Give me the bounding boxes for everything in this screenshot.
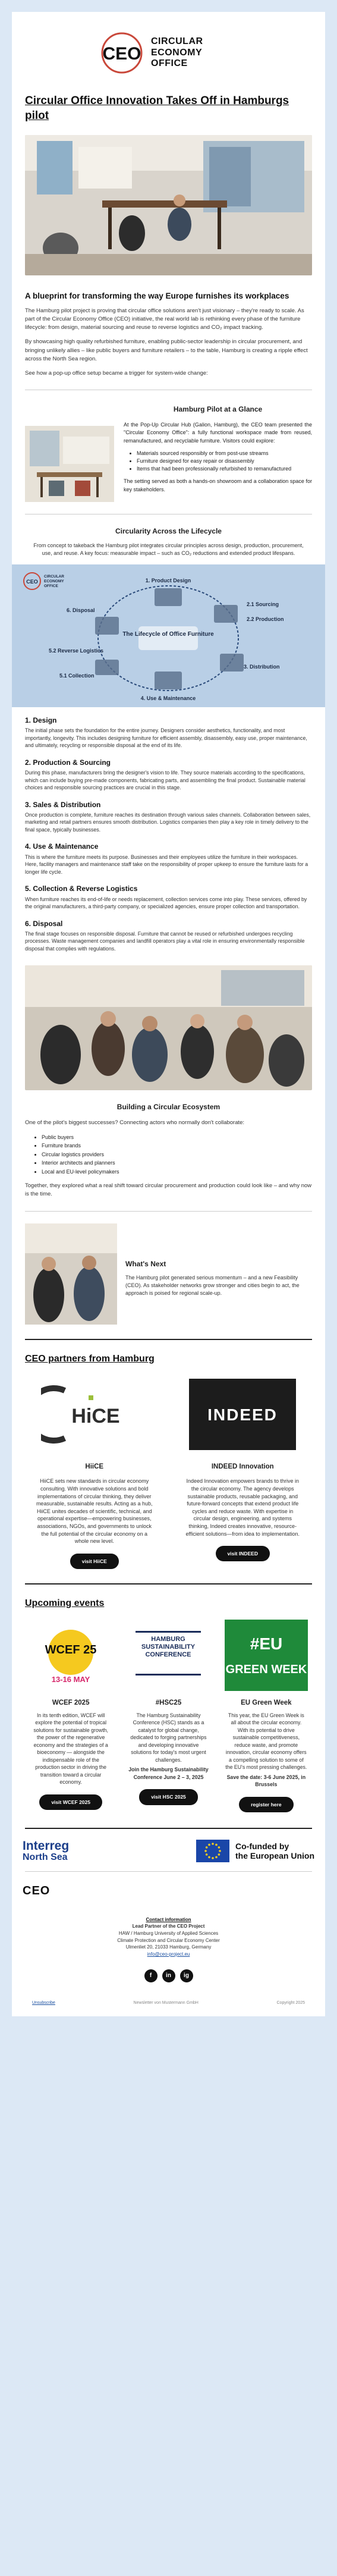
diagram-logo-text: CEO xyxy=(26,578,38,585)
lead-partner-label: Lead Partner of the CEO Project xyxy=(132,1924,205,1929)
partner-logo-text: HiCE xyxy=(71,1404,120,1427)
whats-next-photo xyxy=(25,1223,117,1325)
linkedin-icon[interactable]: in xyxy=(162,1969,175,1982)
ecosystem-intro: One of the pilot's biggest successes? Connecting actors who normally don't collaborate: xyxy=(25,1119,245,1126)
divider xyxy=(25,1339,312,1340)
newsletter xyxy=(12,12,325,2016)
partner-card xyxy=(25,1375,164,1569)
brand-line: ECONOMY xyxy=(151,47,203,58)
eu-line: Co-funded by xyxy=(235,1841,289,1851)
ecosystem-list xyxy=(25,1133,312,1176)
diagram-node: 5.1 Collection xyxy=(59,672,95,679)
brand-line: OFFICE xyxy=(151,58,188,69)
phase-text: Once production is complete, furniture reaches its destination through various sales channels. Collaboration between sales, marketing and retail partners ensures smooth distribution. Logistics companies then play a key role in timely delivery to the final space, typically businesses. xyxy=(25,811,311,833)
whats-next-text: The Hamburg pilot generated serious momentum – and a new Feasibility (CEO). As stakeholder networks grow stronger and cities begin to act, the approach is poised for regional scale-up. xyxy=(125,1274,300,1296)
list-item: • Circular logistics providers xyxy=(42,1150,312,1159)
event-text: This year, the EU Green Week is all about the circular economy. With its potential to drive sustainable competitiveness, reduce waste, and promote innovation, circular economy offers a compelling solution to some of the EU's most pressing challenges. xyxy=(225,1712,307,1771)
event-card xyxy=(221,1620,312,1812)
hero-photo xyxy=(25,135,312,275)
pilot-paragraph: The setting served as both a hands-on showroom and a collaboration space for key stakeholders. xyxy=(124,478,312,492)
diagram-logo-line: CIRCULAR xyxy=(44,574,64,579)
hiice-logo-icon xyxy=(25,1375,164,1454)
brand-header xyxy=(12,12,325,92)
intro-heading: A blueprint for transforming the way Europe furnishes its workplaces xyxy=(25,291,289,301)
pilot-paragraph: At the Pop-Up Circular Hub (Galion, Hamburg), the CEO team presented the "Circular Economy Office": a fully functional workspace made from reused, remanufactured, and recyclable furniture. Visitors could explore: xyxy=(124,421,312,444)
phase-title: 3. Sales & Distribution xyxy=(25,800,101,809)
visit-wcef-button[interactable]: visit WCEF 2025 xyxy=(39,1794,102,1810)
list-item: • Furniture brands xyxy=(42,1141,312,1150)
eu-line: the European Union xyxy=(235,1851,314,1861)
pilot-heading: Hamburg Pilot at a Glance xyxy=(173,405,263,414)
list-item: • Materials sourced responsibly or from post-use streams xyxy=(137,450,312,457)
event-date: Save the date: 3-6 June 2025, in Brussels xyxy=(226,1774,306,1788)
brand-logo-text: CEO xyxy=(102,44,141,64)
partner-card xyxy=(174,1375,313,1569)
phase-list xyxy=(25,716,312,953)
list-item: • Items that had been professionally refurbished to remanufactured xyxy=(137,465,312,473)
intro-paragraph: By showcasing high quality refurbished furniture, enabling public-sector leadership in circular procurement, and bringing unlikely allies – like public buyers and furniture retailers – to the table, Hamburg is creating a ripple effect across the North Sea region. xyxy=(25,338,308,362)
contact-label: Contact information xyxy=(146,1916,191,1922)
newsletter-sender: Newsletter von Mustermann GmbH xyxy=(133,2001,199,2006)
ecosystem-outro: Together, they explored what a real shift toward circular procurement and production could look like – and why now is the time. xyxy=(25,1182,312,1198)
funders-bar xyxy=(12,1833,325,1866)
partner-text: Indeed Innovation empowers brands to thrive in the circular economy. The agency develops sustainable products, reusable packaging, and future-forward concepts that extend product life cycles and reduce waste. With expertise in circular design, engineering, and systems thinking, Indeed creates innovative, resource-efficient solutions—from idea to implementation. xyxy=(185,1478,300,1537)
phase-text: During this phase, manufacturers bring the designer's vision to life. They source materials according to the specifications, which can include buying pre-made components, fabricating parts, and assembling the final product. Sustainable material choices and responsible sourcing practices are crucial in this stage. xyxy=(25,770,305,791)
contact-line: HAW / Hamburg University of Applied Sciences xyxy=(118,1931,219,1937)
phase-title: 2. Production & Sourcing xyxy=(25,758,111,767)
contact-line: Ulmenliet 20, 21033 Hamburg, Germany xyxy=(125,1944,212,1950)
page-title: Circular Office Innovation Takes Off in Hamburgs pilot xyxy=(25,95,289,122)
phase-item xyxy=(25,842,312,876)
pilot-section xyxy=(25,402,312,502)
event-logo-text: WCEF 25 xyxy=(45,1643,97,1657)
phase-title: 5. Collection & Reverse Logistics xyxy=(25,884,138,893)
event-name: WCEF 2025 xyxy=(52,1699,90,1707)
ecosystem-heading: Building a Circular Ecosystem xyxy=(116,1103,221,1112)
partner-text: HiiCE sets new standards in circular economy consulting. With innovative solutions and bold implementations of circular thinking, they deliver measurable, sustainable results. Acting as a hub, HiiCE unites decades of scientific, technical, and operational expertise—empowering businesses, associations, NGOs, and governments to unlock the full potential of the circular economy on a whole new level. xyxy=(36,1478,153,1545)
hsc-logo-icon xyxy=(122,1620,214,1691)
wcef-logo-icon xyxy=(25,1620,116,1691)
phase-text: This is where the furniture meets its purpose. Businesses and their employees utilize the furniture in their workspaces. Here, facility managers and maintenance staff take on the responsibility of proper upkeep to ensure the furniture lasts for a longer life cycle. xyxy=(25,854,308,875)
footer-ceo-logo: CEO xyxy=(23,1884,51,1897)
instagram-icon[interactable]: ig xyxy=(180,1969,193,1982)
visit-indeed-button[interactable]: visit INDEED xyxy=(216,1546,270,1561)
pilot-photo xyxy=(25,426,114,502)
contact-line: Climate Protection and Circular Economy Center xyxy=(117,1937,220,1943)
event-logo-text: 13-16 MAY xyxy=(51,1675,90,1684)
partner-name: HiiCE xyxy=(85,1463,104,1470)
unsubscribe-link[interactable]: Unsubscribe xyxy=(32,2001,55,2006)
list-item: • Public buyers xyxy=(42,1133,312,1141)
diagram-node: 2.2 Production xyxy=(247,616,284,622)
phase-item xyxy=(25,758,312,792)
whats-next-section xyxy=(25,1223,312,1325)
eu-cofunded-text xyxy=(235,1841,314,1862)
diagram-logo-line: OFFICE xyxy=(44,583,58,588)
lifecycle-intro: From concept to takeback the Hamburg pilot integrates circular principles across design, production, procurement, use, and reuse. A key focus: measurable impact – such as CO₂ reductions and extended product lifespans. xyxy=(33,542,304,556)
diagram-node: 3. Distribution xyxy=(244,663,280,670)
partners-list xyxy=(25,1375,312,1569)
partner-logo-text: INDEED xyxy=(207,1405,278,1424)
ceo-logo-icon xyxy=(101,32,143,74)
facebook-icon[interactable]: f xyxy=(144,1969,158,1982)
lifecycle-diagram xyxy=(12,564,325,707)
intro-paragraph: The Hamburg pilot project is proving that circular office solutions aren't just visionary – they're ready to scale. As part of the Circular Economy Office (CEO) initiative, the real world lab is rethinking every phase of the furniture lifecycle: from design, material sourcing and reuse to reverse logistics and CO₂ impact tracking. xyxy=(25,307,304,331)
divider xyxy=(25,1211,312,1212)
event-name: EU Green Week xyxy=(241,1699,292,1707)
events-heading: Upcoming events xyxy=(25,1598,105,1609)
social-links xyxy=(12,1966,325,2000)
list-item: • Local and EU-level policymakers xyxy=(42,1168,312,1176)
interreg-name: Interreg xyxy=(23,1839,70,1853)
indeed-logo-icon xyxy=(174,1375,313,1454)
copyright: Copyright 2025 xyxy=(276,2001,305,2006)
partner-name: INDEED Innovation xyxy=(211,1463,274,1470)
events-list xyxy=(25,1620,312,1812)
partners-heading: CEO partners from Hamburg xyxy=(25,1353,155,1364)
phase-item xyxy=(25,919,312,953)
ecosystem-photo xyxy=(25,965,312,1090)
brand-name xyxy=(151,36,203,69)
diagram-logo-line: ECONOMY xyxy=(44,579,64,583)
lifecycle-heading: Circularity Across the Lifecycle xyxy=(115,527,222,536)
phase-title: 1. Design xyxy=(25,716,57,724)
event-logo-text: GREEN WEEK xyxy=(225,1663,307,1677)
footer-meta xyxy=(12,2000,325,2016)
event-card xyxy=(25,1620,116,1812)
interreg-region: North Sea xyxy=(23,1852,68,1863)
divider xyxy=(25,1583,312,1584)
footer-contact xyxy=(12,1900,325,1966)
phase-item xyxy=(25,884,312,910)
event-card xyxy=(122,1620,214,1812)
svg-text:The Lifecycle of Office Furnit xyxy=(122,631,214,638)
event-logo-text: HAMBURG SUSTAINABILITY CONFERENCE xyxy=(141,1636,196,1659)
diagram-center-label: The Lifecycle of Office Furniture xyxy=(122,630,214,638)
event-logo-text: #EU xyxy=(250,1634,283,1653)
event-name: #HSC25 xyxy=(155,1699,182,1707)
phase-item xyxy=(25,800,312,834)
phase-title: 6. Disposal xyxy=(25,919,63,928)
interreg-logo xyxy=(23,1840,69,1863)
diagram-node: 2.1 Sourcing xyxy=(247,601,279,607)
list-item: • Interior architects and planners xyxy=(42,1159,312,1167)
divider xyxy=(25,1828,312,1829)
visit-hiice-button[interactable]: visit HiiCE xyxy=(70,1554,119,1569)
brand-line: CIRCULAR xyxy=(151,36,203,47)
phase-item xyxy=(25,716,312,749)
diagram-node: 5.2 Reverse Logistics xyxy=(49,647,104,654)
eu-cofunded-logo xyxy=(196,1840,314,1862)
eu-flag-icon xyxy=(196,1840,229,1862)
phase-text: The final stage focuses on responsible disposal. Furniture that cannot be reused or refurbished undergoes recycling processes. Waste management companies and landfill operators play a vital role in ensuring environmentally responsible disposal that complies with regulations. xyxy=(25,930,305,952)
diagram-node: 4. Use & Maintenance xyxy=(140,695,196,701)
phase-text: The initial phase sets the foundation for the entire journey. Designers consider aesthetics, functionality, and most importantly, longevity. This includes designing furniture for efficient assembly, disassembly, easy use, proper maintenance, and ultimately, recycling or responsible disposal at the end of its life. xyxy=(25,727,307,749)
whats-next-heading: What's Next xyxy=(125,1259,166,1268)
intro-paragraph: See how a pop-up office setup became a trigger for system-wide change: xyxy=(25,370,208,377)
contact-email-link[interactable]: info@ceo-project.eu xyxy=(147,1951,190,1957)
phase-title: 4. Use & Maintenance xyxy=(25,842,99,851)
phase-text: When furniture reaches its end-of-life or needs replacement, collection services come into play. These services, offered by the original manufacturers, a third-party company, or specialized agencies, ensure proper collection and transportation. xyxy=(25,896,307,910)
eu-green-week-logo-icon xyxy=(221,1620,312,1691)
event-text: In its tenth edition, WCEF will explore the potential of tropical solutions for sustainable growth, the power of the regenerative economy and the strategies of a bioeconomy — alongside the indispensable role of the production sector in driving the transition toward a circular economy. xyxy=(33,1712,108,1786)
diagram-node: 1. Product Design xyxy=(145,577,191,583)
pilot-list xyxy=(124,450,312,473)
visit-hsc-button[interactable]: visit HSC 2025 xyxy=(139,1789,198,1805)
diagram-node: 6. Disposal xyxy=(67,607,95,613)
list-item: • Furniture designed for easy repair or disassembly xyxy=(137,457,312,465)
event-text: The Hamburg Sustainability Conference (HSC) stands as a catalyst for global change, dedicated to forging partnerships and developing innovative solutions for today's most urgent challenges. xyxy=(130,1712,207,1763)
event-date: Join the Hamburg Sustainability Conference June 2 – 3, 2025 xyxy=(128,1767,209,1780)
register-button[interactable]: register here xyxy=(239,1797,294,1812)
